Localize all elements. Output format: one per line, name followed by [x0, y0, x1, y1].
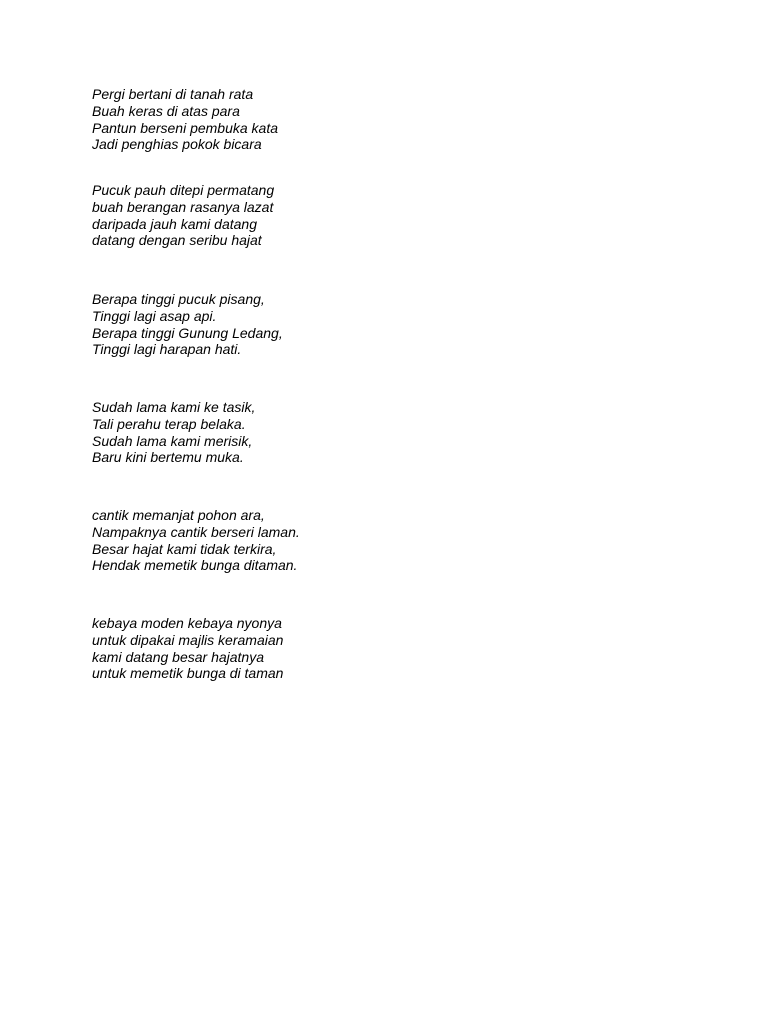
stanza-line: Tinggi lagi harapan hati. — [92, 341, 242, 358]
stanza-line: Hendak memetik bunga ditaman. — [92, 557, 298, 574]
stanza-line: Sudah lama kami ke tasik, — [92, 399, 256, 415]
stanza-line: buah berangan rasanya lazat — [92, 198, 274, 215]
stanza-line: untuk dipakai majlis keramaian — [92, 631, 284, 648]
stanza-line: daripada jauh kami datang — [92, 215, 258, 232]
stanza-line: datang dengan seribu hajat — [92, 232, 262, 249]
stanza-line: Besar hajat kami tidak terkira, — [92, 540, 277, 557]
stanza-line: Berapa tinggi pucuk pisang, — [92, 291, 265, 307]
stanza-line: Pantun berseni pembuka kata — [92, 119, 279, 136]
stanza-line: Tinggi lagi asap api. — [92, 307, 217, 324]
stanza-3 — [92, 291, 283, 358]
stanza-line: Jadi penghias pokok bicara — [92, 136, 262, 153]
stanza-line: Buah keras di atas para — [92, 102, 240, 119]
stanza-line: Sudah lama kami merisik, — [92, 432, 253, 449]
stanza-line: cantik memanjat pohon ara, — [92, 507, 265, 523]
stanza-line: kami datang besar hajatnya — [92, 648, 264, 665]
stanza-4 — [92, 399, 255, 466]
stanza-6 — [92, 615, 283, 682]
stanza-2 — [92, 182, 274, 249]
stanza-line: Baru kini bertemu muka. — [92, 449, 244, 466]
stanza-line: kebaya moden kebaya nyonya — [92, 615, 282, 631]
stanza-line: Nampaknya cantik berseri laman. — [92, 523, 300, 540]
stanza-line: Berapa tinggi Gunung Ledang, — [92, 324, 283, 341]
stanza-line: Tali perahu terap belaka. — [92, 415, 246, 432]
stanza-1 — [92, 86, 278, 153]
stanza-line: untuk memetik bunga di taman — [92, 665, 284, 682]
stanza-line: Pergi bertani di tanah rata — [92, 86, 254, 102]
stanza-5 — [92, 507, 300, 574]
stanza-line: Pucuk pauh ditepi permatang — [92, 182, 275, 198]
